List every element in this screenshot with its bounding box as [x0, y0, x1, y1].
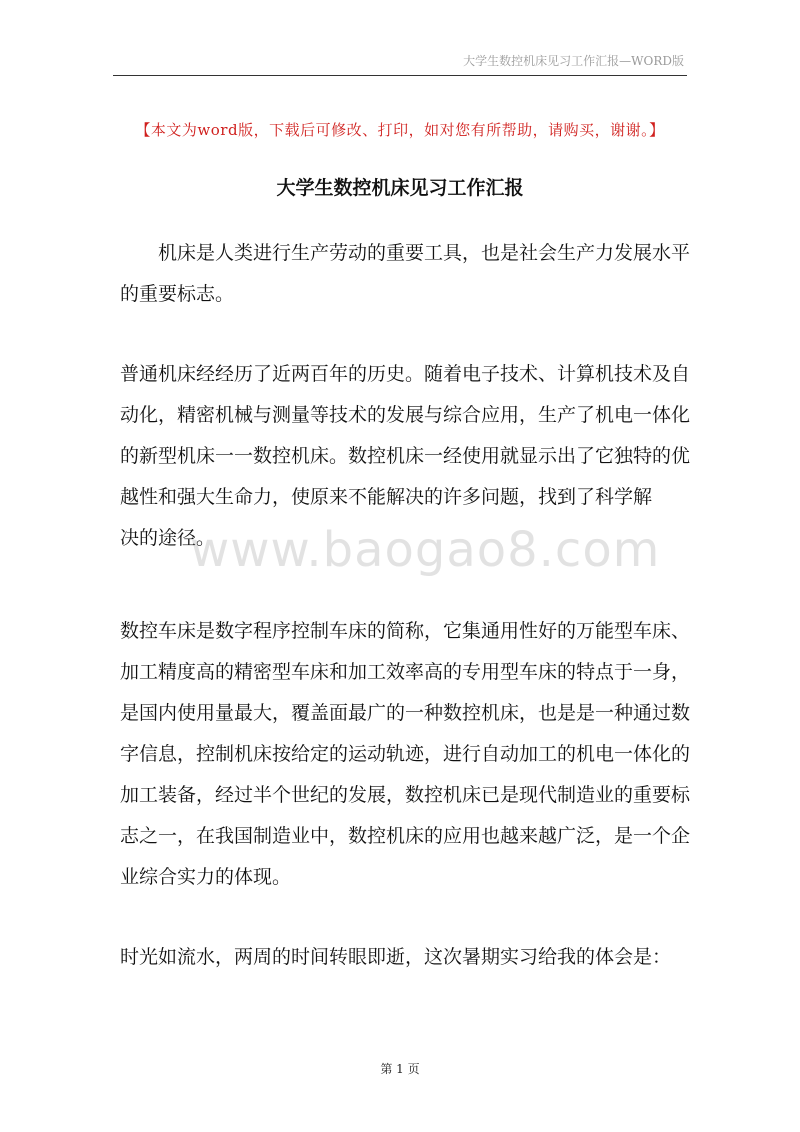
paragraph-line: 的新型机床一一数控机床。数控机床一经使用就显示出了它独特的优	[120, 445, 691, 467]
paragraph-line: 越性和强大生命力，使原来不能解决的许多问题，找到了科学解	[120, 486, 653, 508]
paragraph-line: 志之一，在我国制造业中，数控机床的应用也越来越广泛，是一个企	[120, 825, 691, 847]
paragraph-line: 业综合实力的体现。	[120, 866, 292, 888]
paragraph-line: 是国内使用量最大，覆盖面最广的一种数控机床，也是是一种通过数	[120, 702, 691, 724]
paragraph-line: 数控车床是数字程序控制车床的简称，它集通用性好的万能型车床、	[120, 620, 691, 642]
paragraph-line: 机床是人类进行生产劳动的重要工具，也是社会生产力发展水平	[158, 242, 691, 264]
paragraph-line: 普通机床经经历了近两百年的历史。随着电子技术、计算机技术及自	[120, 363, 691, 385]
paragraph-3	[120, 611, 691, 898]
notice-banner: 【本文为word版，下载后可修改、打印，如对您有所帮助，请购买，谢谢。】	[135, 121, 665, 139]
paragraph-line: 加工精度高的精密型车床和加工效率高的专用型车床的特点于一身，	[120, 661, 691, 683]
paragraph-line: 的重要标志。	[120, 283, 235, 305]
page-number: 第 1 页	[380, 1062, 420, 1076]
header-divider	[113, 75, 687, 76]
paragraph-1	[120, 233, 691, 315]
paragraph-line: 决的途径。	[120, 527, 216, 549]
document-title: 大学生数控机床见习工作汇报	[276, 177, 524, 199]
paragraph-4	[120, 937, 686, 978]
paragraph-line: 加工装备，经过半个世纪的发展，数控机床已是现代制造业的重要标	[120, 784, 691, 806]
paragraph-line: 字信息，控制机床按给定的运动轨迹，进行自动加工的机电一体化的	[120, 743, 691, 765]
watermark: www.baogao8.com	[190, 522, 661, 578]
paragraph-line: 时光如流水，两周的时间转眼即逝，这次暑期实习给我的体会是：	[120, 946, 672, 968]
paragraph-line: 动化，精密机械与测量等技术的发展与综合应用，生产了机电一体化	[120, 404, 691, 426]
running-header: 大学生数控机床见习工作汇报—WORD版	[463, 54, 684, 68]
